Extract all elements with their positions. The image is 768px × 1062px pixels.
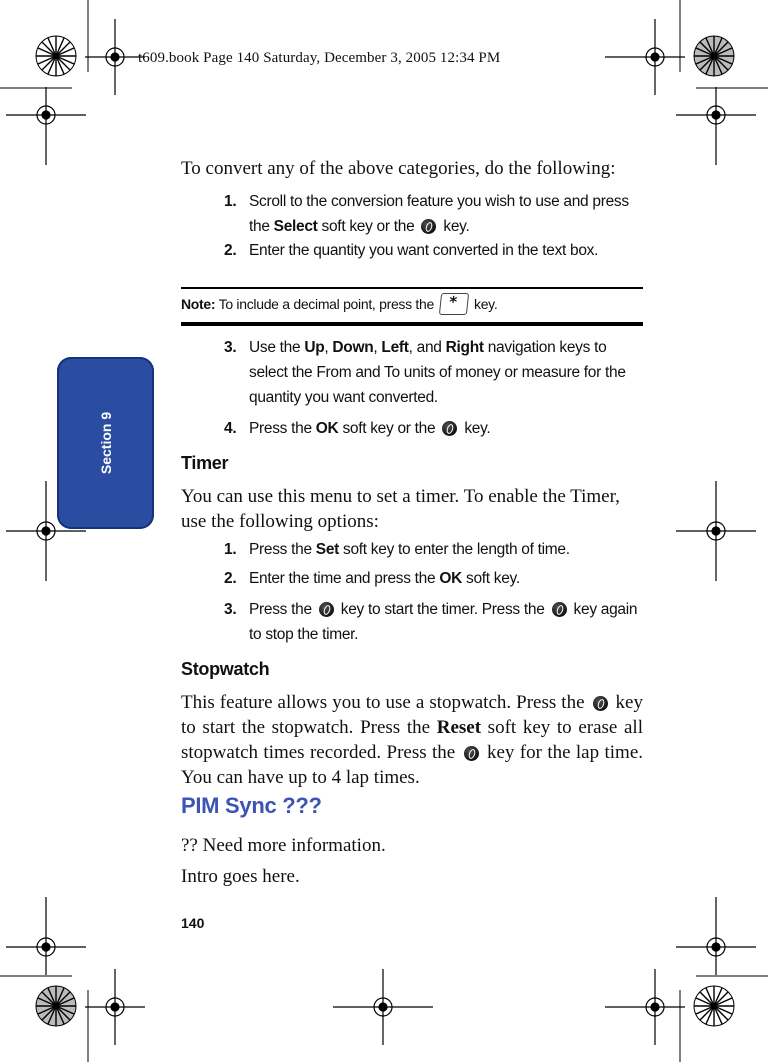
- book-info-header: t609.book Page 140 Saturday, December 3, 2005 12:34 PM: [138, 50, 501, 66]
- timer-body: You can use this menu to set a timer. To enable the Timer, use the following options:: [181, 486, 620, 532]
- step-text: Use the Up, Down, Left, and Right navigation keys to select the From and To units of money or measure for the quantity you want converted.: [249, 339, 626, 406]
- star-key-icon: [439, 293, 469, 315]
- intro-text: To convert any of the above categories, do the following:: [181, 158, 616, 179]
- ok-key-icon: [421, 219, 436, 234]
- step-number: 1.: [224, 541, 237, 558]
- note: Note: To include a decimal point, press the* key.: [181, 293, 497, 315]
- step-number: 3.: [224, 339, 237, 356]
- step-number: 4.: [224, 420, 237, 437]
- pim-sync-heading: PIM Sync ???: [181, 793, 322, 818]
- step-text: Press the key to start the timer. Press the key again to stop the timer.: [249, 601, 638, 643]
- ok-key-icon: [442, 421, 457, 436]
- ok-key-icon: [319, 602, 334, 617]
- step-number: 2.: [224, 570, 237, 587]
- step-text: Scroll to the conversion feature you wish to use and press the Select soft key or the key.: [249, 193, 629, 235]
- note-top-rule: [181, 287, 643, 289]
- section-tab-label: Section 9: [97, 411, 114, 475]
- step-text: Press the OK soft key or the key.: [249, 420, 491, 437]
- stopwatch-body: This feature allows you to use a stopwatch. Press the key to start the stopwatch. Press the Reset soft key to erase all stopwatch times recorded. Press the key for the lap time. You can have up to 4 lap times.: [181, 692, 644, 788]
- stopwatch-heading: Stopwatch: [181, 659, 270, 679]
- ok-key-icon: [593, 696, 608, 711]
- step-number: 2.: [224, 242, 237, 259]
- step-number: 3.: [224, 601, 237, 618]
- step-text: Enter the quantity you want converted in the text box.: [249, 242, 599, 259]
- step-text: Press the Set soft key to enter the length of time.: [249, 541, 570, 558]
- page-number: 140: [181, 915, 205, 931]
- ok-key-icon: [464, 746, 479, 761]
- section-tab: [57, 357, 154, 529]
- ok-key-icon: [552, 602, 567, 617]
- note-bottom-rule: [181, 322, 643, 326]
- step-text: Enter the time and press the OK soft key.: [249, 570, 520, 587]
- pim-sync-line-1: ?? Need more information.: [181, 835, 386, 856]
- timer-heading: Timer: [181, 453, 229, 473]
- step-number: 1.: [224, 193, 237, 210]
- pim-sync-line-2: Intro goes here.: [181, 866, 300, 887]
